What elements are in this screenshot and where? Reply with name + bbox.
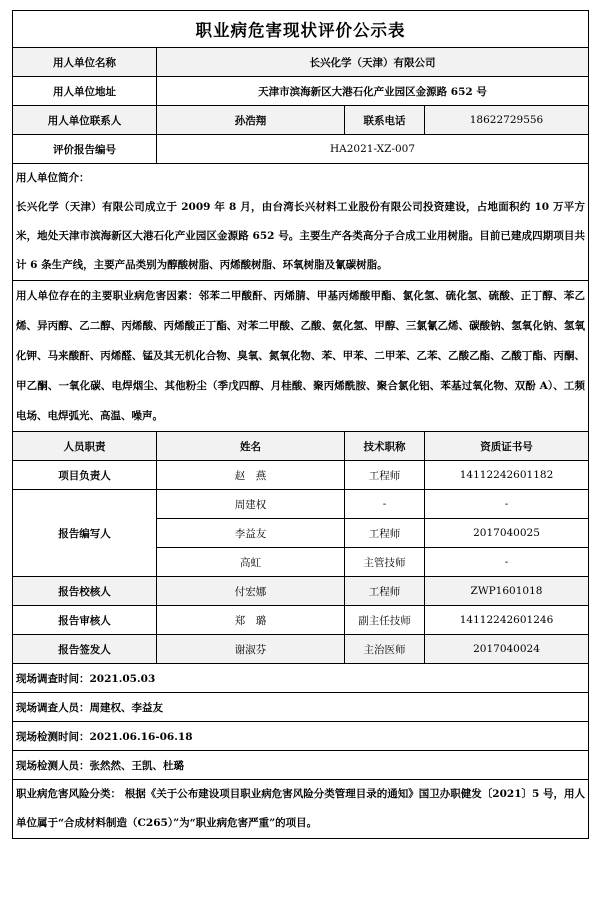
- header-cert: 资质证书号: [425, 432, 589, 461]
- unit-name: 长兴化学（天津）有限公司: [157, 48, 589, 77]
- writer-title: 主管技师: [345, 548, 425, 577]
- survey-people: 现场调查人员：周建权、李益友: [13, 693, 589, 722]
- role-reviewer: 报告审核人: [13, 606, 157, 635]
- contact-label: 用人单位联系人: [13, 106, 157, 135]
- writer-name: 周建权: [157, 490, 345, 519]
- writer-title: 工程师: [345, 519, 425, 548]
- risk-label: 职业病危害风险分类：: [16, 788, 122, 800]
- survey-time: 现场调查时间：2021.05.03: [13, 664, 589, 693]
- detection-people: 现场检测人员：张然然、王凯、杜璐: [13, 751, 589, 780]
- intro-text: 长兴化学（天津）有限公司成立于 2009 年 8 月，由台湾长兴材料工业股份有限公司投资建设，占地面积约 10 万平方米，地处天津市滨海新区大港石化产业园区金源路 652 号。主要生产各类高分子合成工业用树脂。目前已建成四期项目共计 6 条生产线，主要产品类别为醇酸树脂、丙烯酸树脂、环氧树脂及氰碳树脂。: [16, 201, 585, 271]
- role-writer: 报告编写人: [13, 490, 157, 577]
- detection-time: 现场检测时间：2021.06.16-06.18: [13, 722, 589, 751]
- writer-name: 高虹: [157, 548, 345, 577]
- reviewer-cert: 14112242601246: [425, 606, 589, 635]
- role-checker: 报告校核人: [13, 577, 157, 606]
- writer-name: 李益友: [157, 519, 345, 548]
- leader-cert: 14112242601182: [425, 461, 589, 490]
- issuer-cert: 2017040024: [425, 635, 589, 664]
- writer-cert: -: [425, 490, 589, 519]
- role-issuer: 报告签发人: [13, 635, 157, 664]
- unit-intro: [13, 164, 589, 281]
- intro-label: 用人单位简介：: [16, 172, 90, 184]
- unit-name-label: 用人单位名称: [13, 48, 157, 77]
- hazards-text: 邻苯二甲酸酐、丙烯腈、甲基丙烯酸甲酯、氯化氢、硫化氢、硫酸、正丁醇、苯乙烯、异丙醇、乙二醇、丙烯酸、丙烯酸正丁酯、对苯二甲酸、乙酸、氨化氢、甲醇、三氯氰乙烯、碳酸钠、氢氧化钠、氢氧化钾、马来酸酐、丙烯醛、锰及其无机化合物、臭氧、氮氧化物、苯、甲苯、二甲苯、乙苯、乙酸乙酯、乙酸丁酯、丙酮、甲乙酮、一氧化碳、电焊烟尘、其他粉尘（季戊四醇、月桂酸、聚丙烯酰胺、聚合氯化铝、苯基过氧化物、双酚 A）、工频电场、电焊弧光、高温、噪声。: [16, 290, 586, 422]
- report-number-label: 评价报告编号: [13, 135, 157, 164]
- disclosure-table: [12, 10, 589, 839]
- checker-title: 工程师: [345, 577, 425, 606]
- header-name: 姓名: [157, 432, 345, 461]
- issuer-name: 谢淑芬: [157, 635, 345, 664]
- checker-cert: ZWP1601018: [425, 577, 589, 606]
- contact-phone: 18622729556: [425, 106, 589, 135]
- checker-name: 付宏娜: [157, 577, 345, 606]
- risk-classification: [13, 780, 589, 839]
- page-title: 职业病危害现状评价公示表: [13, 11, 589, 48]
- contact-name: 孙浩翔: [157, 106, 345, 135]
- reviewer-name: 郑 璐: [157, 606, 345, 635]
- header-role: 人员职责: [13, 432, 157, 461]
- hazard-factors: [13, 281, 589, 432]
- writer-title: -: [345, 490, 425, 519]
- leader-title: 工程师: [345, 461, 425, 490]
- unit-address: 天津市滨海新区大港石化产业园区金源路 652 号: [157, 77, 589, 106]
- report-number: HA2021-XZ-007: [157, 135, 589, 164]
- unit-address-label: 用人单位地址: [13, 77, 157, 106]
- role-leader: 项目负责人: [13, 461, 157, 490]
- phone-label: 联系电话: [345, 106, 425, 135]
- hazards-label: 用人单位存在的主要职业病危害因素：: [16, 290, 199, 302]
- risk-text: 根据《关于公布建设项目职业病危害风险分类管理目录的通知》国卫办职健发〔2021〕5 号，用人单位属于“合成材料制造（C265）”为“职业病危害严重”的项目。: [16, 788, 586, 829]
- reviewer-title: 副主任技师: [345, 606, 425, 635]
- writer-cert: -: [425, 548, 589, 577]
- issuer-title: 主治医师: [345, 635, 425, 664]
- writer-cert: 2017040025: [425, 519, 589, 548]
- header-title: 技术职称: [345, 432, 425, 461]
- leader-name: 赵 燕: [157, 461, 345, 490]
